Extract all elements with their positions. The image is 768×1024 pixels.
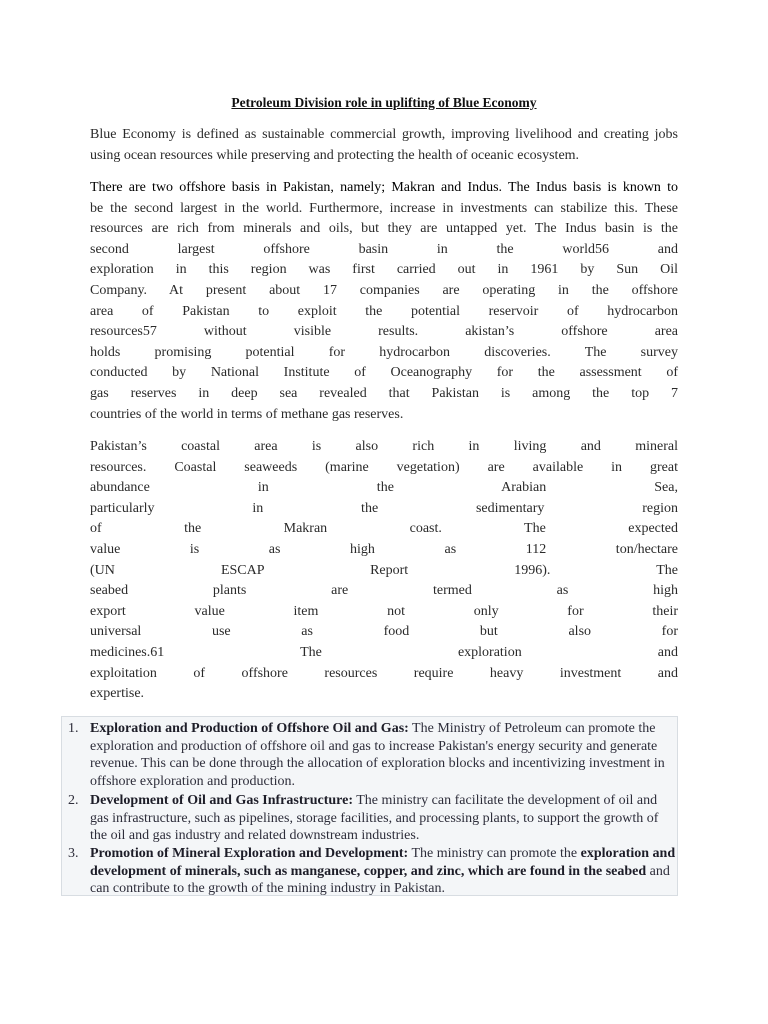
paragraph-line: second largest offshore basin in the world56 and (90, 241, 678, 257)
paragraph-line: seabed plants are termed as high (90, 583, 678, 599)
paragraph-line: There are two offshore basis in Pakistan, namely; Makran and Indus. The Indus basis is known to (90, 180, 678, 195)
list-number: 2. (68, 793, 79, 808)
paragraph-line: countries of the world in terms of methane gas reserves. (90, 406, 404, 422)
list-item-body: The ministry can facilitate the development of oil and gas infrastructure, such as pipelines, storage facilities, and processing plants, to support the growth of the oil and gas industry and related downstream industries. (90, 793, 659, 843)
list-item-text (90, 845, 677, 898)
paragraph-line: holds promising potential for hydrocarbon discoveries. The survey (90, 344, 678, 360)
paragraph-line: resources57 without visible results. akistan’s offshore area (90, 324, 678, 340)
list-item-body: The ministry can promote the (408, 846, 581, 861)
paragraph-line: (UN ESCAP Report 1996). The (90, 562, 678, 578)
list-number: 3. (68, 846, 79, 861)
list-item-heading: Exploration and Production of Offshore Oil and Gas: (90, 721, 409, 736)
list-item-bold-phrase: exploration and development of minerals, such as manganese, copper, and zinc, which are found in the seabed (90, 846, 676, 879)
paragraph-line: universal use as food but also for (90, 624, 678, 640)
paragraph-line: export value item not only for their (90, 603, 678, 619)
paragraph-line: gas reserves in deep sea revealed that Pakistan is among the top 7 (90, 385, 678, 401)
paragraph-line: Pakistan’s coastal area is also rich in living and mineral (90, 439, 678, 454)
paragraph-line: resources. Coastal seaweeds (marine vegetation) are available in great (90, 459, 678, 475)
list-item-body: The Ministry of Petroleum can promote the exploration and production of offshore oil and gas to increase Pakistan's energy security and generate revenue. This can be done through the allocation of exploration blocks and incentivizing investment in offshore exploration and production. (90, 721, 665, 789)
paragraph-line: Company. At present about 17 companies are operating in the offshore (90, 282, 678, 298)
list-item-text (90, 792, 677, 845)
document-title: Petroleum Division role in uplifting of Blue Economy (231, 95, 537, 110)
list-item-text (90, 720, 677, 790)
paragraph-line: conducted by National Institute of Oceanography for the assessment of (90, 365, 678, 381)
list-item-heading: Development of Oil and Gas Infrastructure: (90, 793, 353, 808)
list-item-heading: Promotion of Mineral Exploration and Development: (90, 846, 409, 861)
paragraph-line: area of Pakistan to exploit the potential reservoir of hydrocarbon (90, 303, 678, 319)
paragraph-line: abundance in the Arabian Sea, (90, 480, 678, 496)
paragraph-line: expertise. (90, 686, 145, 702)
intro-paragraph: Blue Economy is defined as sustainable commercial growth, improving livelihood and creating jobs using ocean resources while preserving and protecting the health of oceanic ecosystem. (90, 127, 678, 163)
offshore-basins-paragraph (90, 178, 678, 425)
list-number: 1. (68, 721, 79, 736)
paragraph-line: be the second largest in the world. Furthermore, increase in investments can stabilize this. These (90, 200, 678, 216)
paragraph-line: of the Makran coast. The expected (90, 521, 678, 537)
paragraph-line: medicines.61 The exploration and (90, 644, 678, 660)
list-item-body-end: and can contribute to the growth of the mining industry in Pakistan. (90, 863, 670, 896)
paragraph-line: exploitation of offshore resources require heavy investment and (90, 665, 678, 681)
numbered-list (61, 716, 678, 896)
paragraph-line: value is as high as 112 ton/hectare (90, 541, 678, 557)
coastal-resources-paragraph (90, 437, 678, 705)
paragraph-line: resources are rich from minerals and oils, but they are untapped yet. The Indus basin is the (90, 221, 678, 237)
paragraph-line: particularly in the sedimentary region (90, 500, 678, 516)
paragraph-line: exploration in this region was first carried out in 1961 by Sun Oil (90, 262, 678, 278)
